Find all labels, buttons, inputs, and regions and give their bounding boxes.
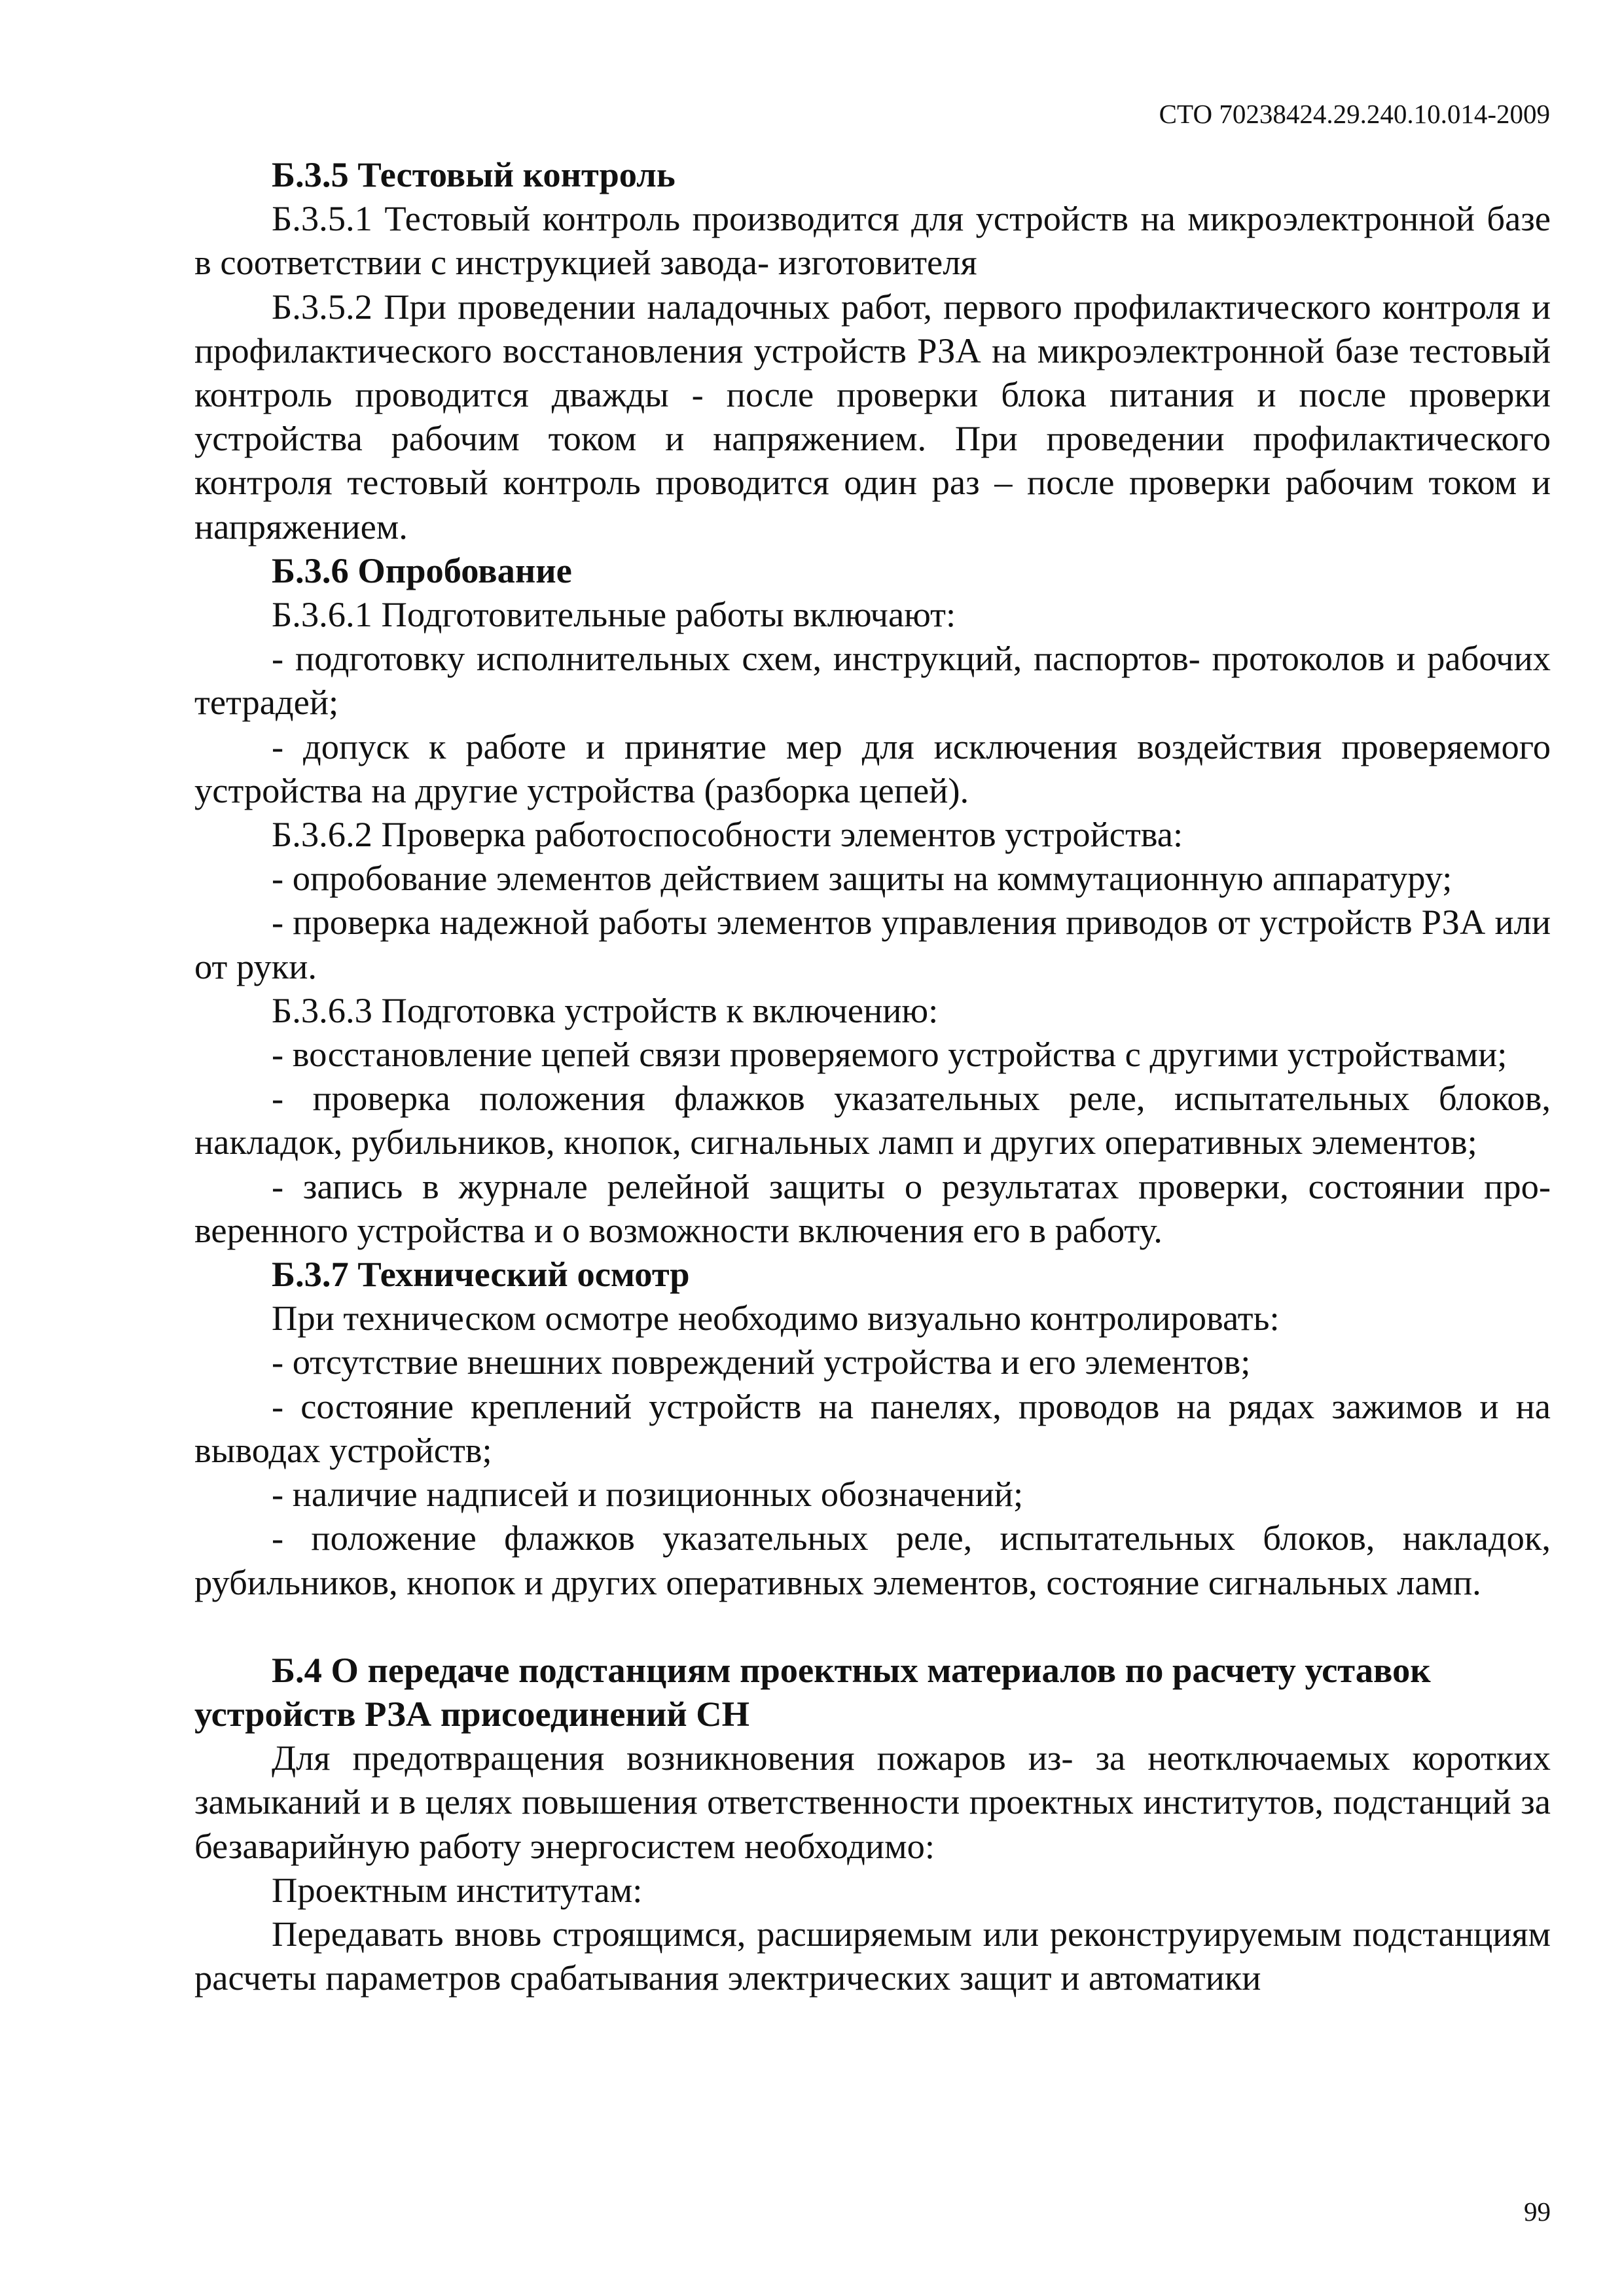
list-item: - опробование элементов действием защиты на коммутационную аппаратуру;	[272, 858, 1453, 899]
document-body	[194, 152, 1551, 2000]
list-item: - положение флажков указательных реле, испытательных блоков, накладок, рубильников, кнопок и других оперативных элементов, состояние сигнальных ламп.	[194, 1518, 1551, 1602]
list-item: - запись в журнале релейной защиты о результатах проверки, состоянии проверенного устройства и о возможности включения его в работу.	[194, 1166, 1551, 1250]
section-heading-b4: Б.4 О передаче подстанциям проектных материалов по расчету уставок устройств РЗА присоединений СН	[194, 1649, 1431, 1734]
paragraph-b362: Б.3.6.2 Проверка работоспособности элементов устройства:	[272, 814, 1183, 855]
list-item: - наличие надписей и позиционных обозначений;	[272, 1474, 1024, 1515]
page-number: 99	[1524, 2197, 1551, 2227]
list-item: - проверка положения флажков указательных реле, испытательных блоков, накладок, рубильников, кнопок, сигнальных ламп и других оперативных элементов;	[194, 1078, 1551, 1162]
list-item: - отсутствие внешних повреждений устройства и его элементов;	[272, 1342, 1251, 1382]
list-item: - подготовку исполнительных схем, инструкций, паспортов- протоколов и рабочих тетрадей;	[194, 638, 1551, 723]
list-item: - проверка надежной работы элементов управления приводов от устройств РЗА или от руки.	[194, 902, 1551, 986]
paragraph-b351: Б.3.5.1 Тестовый контроль производится для устройств на микроэлектронной базе в соответствии с инструкцией завода- изготовителя	[194, 198, 1551, 283]
section-heading-b36: Б.3.6 Опробование	[272, 550, 572, 590]
document-code: СТО 70238424.29.240.10.014-2009	[1159, 99, 1550, 129]
paragraph-b361: Б.3.6.1 Подготовительные работы включают:	[272, 594, 956, 635]
paragraph-b37-intro: При техническом осмотре необходимо визуально контролировать:	[272, 1298, 1280, 1338]
list-item: - восстановление цепей связи проверяемого устройства с другими устройствами;	[272, 1034, 1507, 1075]
paragraph-b4-2: Проектным институтам:	[272, 1869, 643, 1910]
list-item: - допуск к работе и принятие мер для исключения воздействия проверяемого устройства на другие устройства (разборка цепей).	[194, 726, 1551, 810]
list-item: - состояние креплений устройств на панелях, проводов на рядах зажимов и на выводах устройств;	[194, 1386, 1551, 1470]
section-heading-b37: Б.3.7 Технический осмотр	[272, 1254, 690, 1295]
paragraph-b4-1: Для предотвращения возникновения пожаров из- за неотключаемых коротких замыканий и в целях повышения ответственности проектных институтов, подстанций за безаварийную работу энергосистем необходимо:	[194, 1738, 1551, 1866]
paragraph-b4-3: Передавать вновь строящимся, расширяемым или реконструируемым подстанциям расчеты параметров срабатывания электрических защит и автоматики	[194, 1913, 1551, 1998]
paragraph-b363: Б.3.6.3 Подготовка устройств к включению:	[272, 990, 939, 1030]
section-heading-b35: Б.3.5 Тестовый контроль	[272, 154, 676, 194]
paragraph-b352: Б.3.5.2 При проведении наладочных работ, первого профилактического контроля и профилактического восстановления устройств РЗА на микроэлектронной базе тестовый контроль проводится дважды - после проверки блока питания и после проверки устройства рабочим током и напряжением. При проведении профилактического контроля тестовый контроль проводится один раз – после проверки рабочим током и напряжением.	[194, 286, 1551, 547]
